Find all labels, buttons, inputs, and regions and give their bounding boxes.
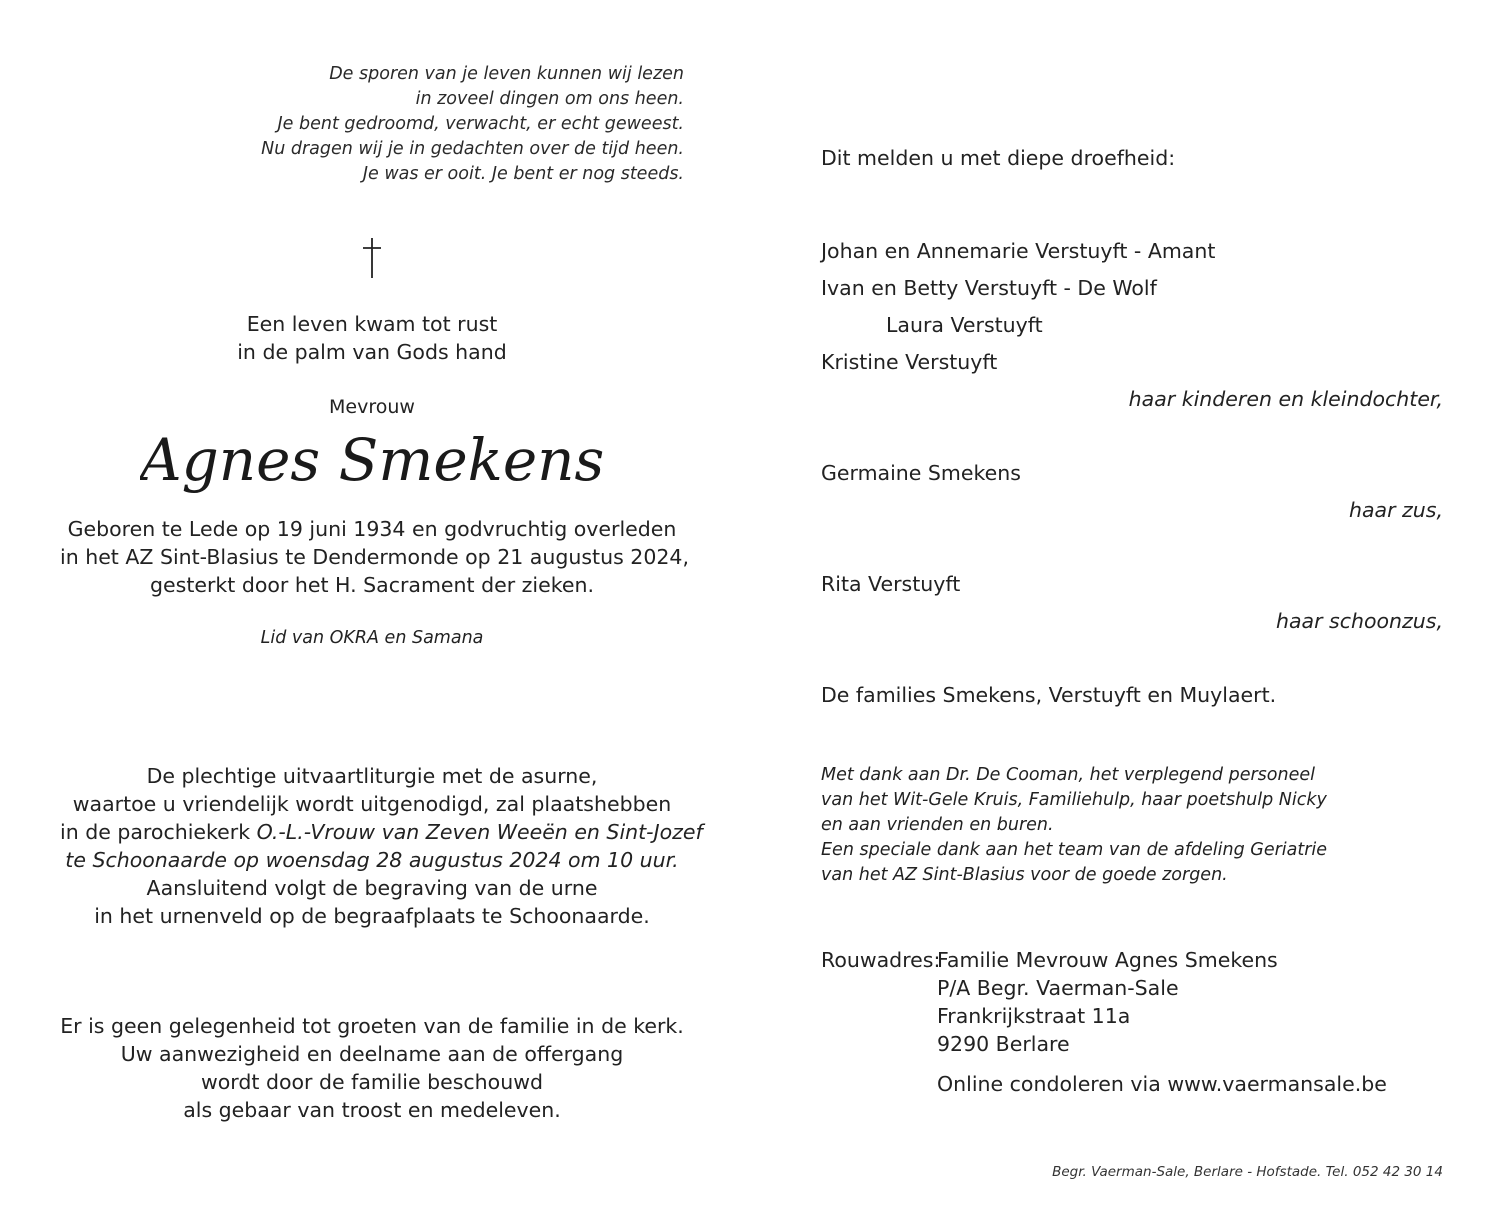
birth-death-text [60, 515, 689, 599]
rest-line: Een leven kwam tot rust [246, 312, 498, 336]
family-member-grandchild: Laura Verstuyft [886, 313, 1043, 337]
membership: Lid van OKRA en Samana [260, 628, 484, 648]
relation-label: haar zus, [1348, 498, 1443, 522]
ceremony-date: te Schoonaarde op woensdag 28 augustus 2024 om 10 uur. [65, 848, 679, 872]
address-line: Familie Mevrouw Agnes Smekens [937, 948, 1278, 972]
ceremony-line: De plechtige uitvaartliturgie met de asurne, [146, 764, 598, 788]
thanks-text [821, 763, 1441, 888]
thanks-line: van het Wit-Gele Kruis, Familiehulp, haar poetshulp Nicky [821, 790, 1327, 810]
announcement: Dit melden u met diepe droefheid: [821, 146, 1176, 170]
thanks-line: Een speciale dank aan het team van de afdeling Geriatrie [821, 840, 1328, 860]
birth-death-line: in het AZ Sint-Blasius te Dendermonde op 21 augustus 2024, [60, 545, 689, 569]
address-line: P/A Begr. Vaerman-Sale [937, 976, 1179, 1000]
ceremony-line: in het urnenveld op de begraafplaats te Schoonaarde. [94, 904, 650, 928]
family-member: Johan en Annemarie Verstuyft - Amant [821, 239, 1216, 263]
online-condolence: Online condoleren via www.vaermansale.be [937, 1072, 1387, 1096]
poem [200, 62, 684, 187]
family-member: Ivan en Betty Verstuyft - De Wolf [821, 276, 1157, 300]
poem-line: Nu dragen wij je in gedachten over de tijd heen. [261, 139, 684, 159]
ceremony-line: Aansluitend volgt de begraving van de urne [146, 876, 598, 900]
ceremony-text [60, 762, 703, 930]
title-mevrouw: Mevrouw [329, 396, 415, 418]
ceremony-church-name: O.-L.-Vrouw van Zeven Weeën en Sint-Jozef [256, 820, 703, 844]
families-line: De families Smekens, Verstuyft en Muylaert. [821, 683, 1277, 707]
address-line: Frankrijkstraat 11a [937, 1004, 1131, 1028]
ceremony-line [60, 818, 703, 846]
greeting-line: Er is geen gelegenheid tot groeten van de familie in de kerk. [60, 1014, 684, 1038]
poem-line: Je was er ooit. Je bent er nog steeds. [362, 164, 684, 184]
cross-icon [352, 236, 392, 280]
rest-line: in de palm van Gods hand [237, 340, 507, 364]
ceremony-church-prefix: in de parochiekerk [60, 820, 257, 844]
family-member: Kristine Verstuyft [821, 350, 998, 374]
rest-text [60, 310, 684, 366]
thanks-line: van het AZ Sint-Blasius voor de goede zorgen. [821, 865, 1228, 885]
relation-label: haar schoonzus, [1275, 609, 1443, 633]
birth-death-line: gesterkt door het H. Sacrament der zieken. [150, 573, 594, 597]
relation-label: haar kinderen en kleindochter, [1128, 387, 1443, 411]
poem-line: in zoveel dingen om ons heen. [415, 89, 684, 109]
thanks-line: Met dank aan Dr. De Cooman, het verplegend personeel [821, 765, 1315, 785]
birth-death-line: Geboren te Lede op 19 juni 1934 en godvruchtig overleden [67, 517, 677, 541]
poem-line: Je bent gedroomd, verwacht, er echt geweest. [277, 114, 684, 134]
deceased-name-text: Agnes Smekens [140, 426, 604, 494]
greeting-text [60, 1012, 684, 1124]
thanks-line: en aan vrienden en buren. [821, 815, 1054, 835]
greeting-line: wordt door de familie beschouwd [201, 1070, 543, 1094]
greeting-line: als gebaar van troost en medeleven. [183, 1098, 561, 1122]
address-label: Rouwadres: [821, 948, 941, 972]
ceremony-line: waartoe u vriendelijk wordt uitgenodigd, zal plaatshebben [72, 792, 672, 816]
deceased-name [140, 412, 604, 512]
family-member: Germaine Smekens [821, 461, 1021, 485]
footer-undertaker: Begr. Vaerman-Sale, Berlare - Hofstade. Tel. 052 42 30 14 [1052, 1164, 1443, 1180]
greeting-line: Uw aanwezigheid en deelname aan de offergang [120, 1042, 624, 1066]
address-block [937, 946, 1278, 1058]
family-member: Rita Verstuyft [821, 572, 961, 596]
poem-line: De sporen van je leven kunnen wij lezen [329, 64, 684, 84]
address-line: 9290 Berlare [937, 1032, 1070, 1056]
